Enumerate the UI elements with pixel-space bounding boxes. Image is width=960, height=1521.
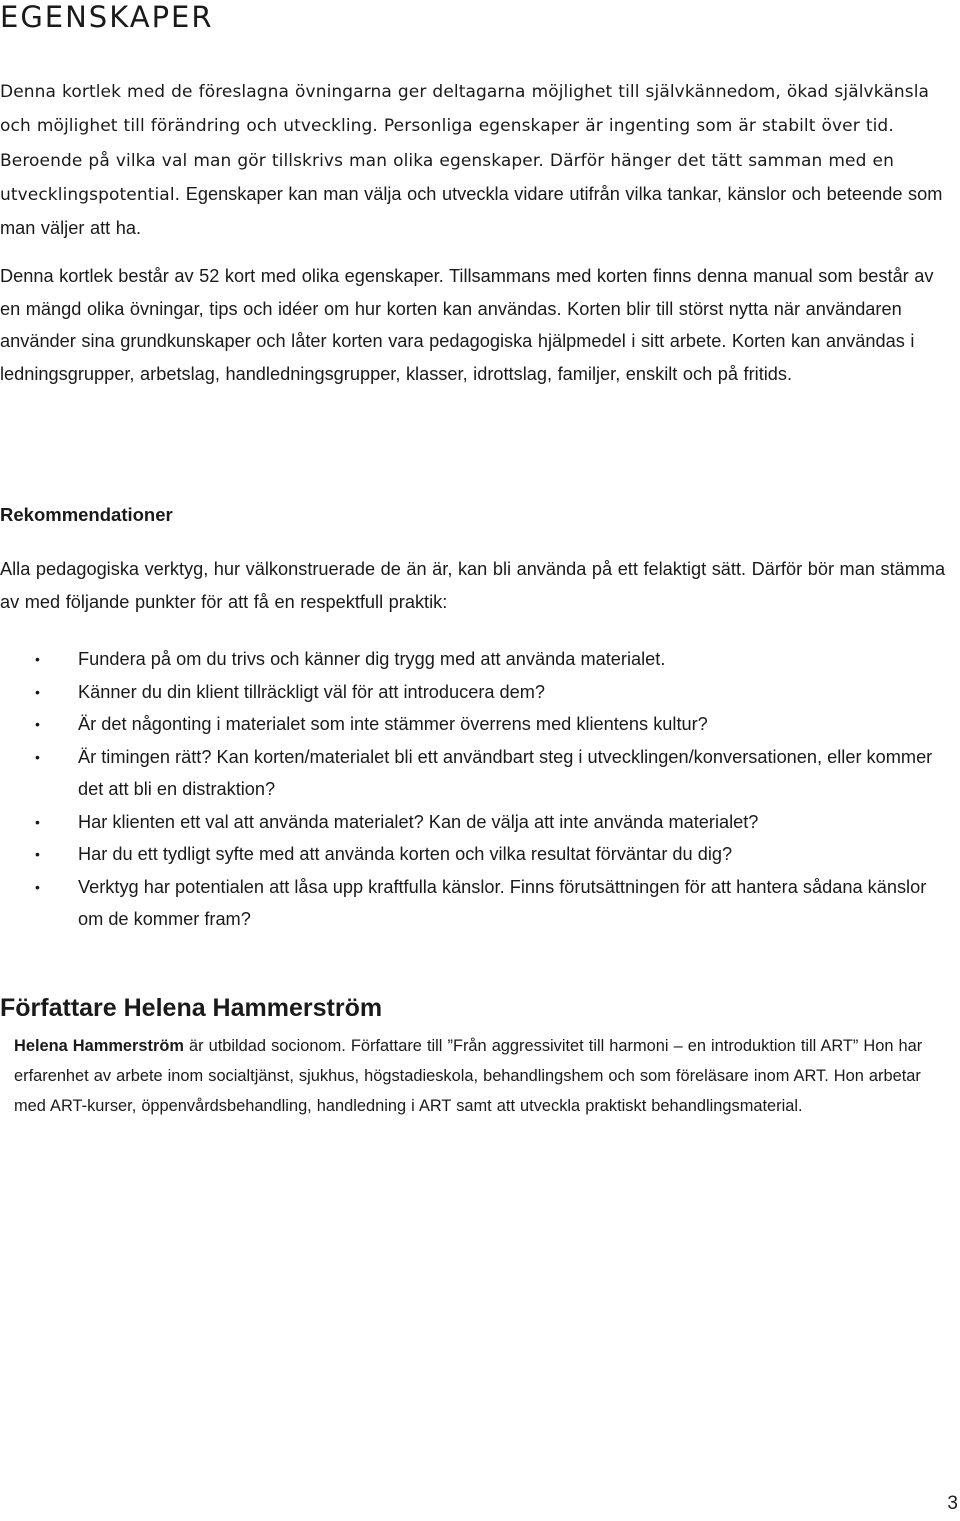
list-item-text: Känner du din klient tillräckligt väl för att introducera dem? (78, 681, 546, 702)
bullet-icon: • (35, 748, 40, 765)
bullet-icon: • (35, 683, 40, 700)
page-title: EGENSKAPER (0, 0, 214, 34)
author-heading: Författare Helena Hammerström (0, 994, 383, 1022)
list-item-text: Har klienten ett val att använda materialet? Kan de välja att inte använda materialet? (78, 811, 759, 832)
intro-paragraph (0, 75, 955, 245)
author-bio (14, 1031, 949, 1121)
bullet-icon: • (35, 846, 40, 862)
list-item (0, 708, 955, 741)
list-item-text: Är det någonting i materialet som inte stämmer överrens med klientens kultur? (78, 714, 708, 734)
list-item-text: Är timingen rätt? Kan korten/materialet bli ett användbart steg i utvecklingen/konversationen, eller kommer det att bli en distraktion? (78, 746, 933, 799)
list-item (0, 806, 955, 839)
list-item-text: Verktyg har potentialen att låsa upp kraftfulla känslor. Finns förutsättningen för att hantera sådana känslor om de kommer fram? (78, 876, 927, 929)
list-item-text: Fundera på om du trivs och känner dig trygg med att använda materialet. (78, 649, 666, 669)
intro-rest-text: Egenskaper kan man välja och utveckla vidare utifrån vilka tankar, känslor och beteende som man väljer att ha. (0, 183, 943, 239)
intro-lead-text: Denna kortlek med de föreslagna övningarna ger deltagarna möjlighet till självkännedom, ökad självkänsla och möjlighet till förändring och utveckling. Personliga egenskaper är ingenting som är stabilt över tid. Beroende på vilka val man gör tillskrivs man olika egenskaper. Därför hänger det tätt samman med en utvecklingspotential. (0, 82, 930, 205)
author-name: Helena Hammerström (14, 1037, 184, 1055)
recommendations-intro: Alla pedagogiska verktyg, hur välkonstruerade de än är, kan bli använda på ett felaktigt sätt. Därför bör man stämma av med följande punkter för att få en respektfull praktik: (0, 559, 946, 612)
recommendations-heading: Rekommendationer (0, 504, 173, 525)
list-item (0, 838, 955, 871)
list-item-text: Har du ett tydligt syfte med att använda korten och vilka resultat förväntar du dig? (78, 844, 733, 864)
bullet-icon: • (35, 651, 40, 667)
list-item (0, 643, 955, 676)
description-paragraph: Denna kortlek består av 52 kort med olika egenskaper. Tillsammans med korten finns denna manual som består av en mängd olika övningar, tips och idéer om hur korten kan användas. Korten blir till störst nytta när användaren använder sina grundkunskaper och låter korten vara pedagogiska hjälpmedel i sitt arbete. Korten kan användas i ledningsgrupper, arbetslag, handledningsgrupper, klasser, idrottslag, familjer, enskilt och på fritids. (0, 266, 934, 384)
author-bio-text: är utbildad socionom. Författare till ”Från aggressivitet till harmoni – en introduktion till ART” Hon har erfarenhet av arbete inom socialtjänst, sjukhus, högstadieskola, behandlingshem och som föreläsare inom ART. Hon arbetar med ART-kurser, öppenvårdsbehandling, handledning i ART samt att utveckla praktiskt behandlingsmaterial. (14, 1037, 923, 1115)
recommendations-list (0, 643, 955, 936)
bullet-icon: • (35, 716, 40, 732)
list-item (0, 741, 955, 806)
list-item (0, 871, 955, 936)
page-number: 3 (947, 1493, 958, 1514)
bullet-icon: • (35, 878, 40, 895)
list-item (0, 676, 955, 709)
bullet-icon: • (35, 813, 40, 830)
